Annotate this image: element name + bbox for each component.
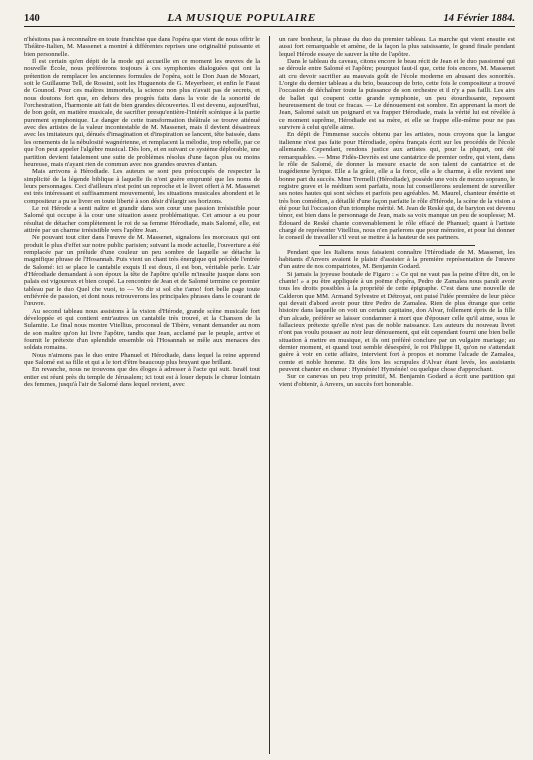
paragraph: Pendant que les Italiens nous faisaient connaître l'Hérodiade de M. Massenet, les habitants d'Anvers avaient le plaisir d'assister à la première représentation de l'œuvre d'un autre de nos compatriotes, M. Benjamin Godard. bbox=[279, 248, 515, 271]
paragraph: n'hésitons pas à reconnaître en toute franchise que dans l'opéra que vient de nous offrir le Théâtre-Italien, M. Massenet a montré à différentes reprises une originalité puissante et bien personnelle. bbox=[24, 36, 260, 58]
paragraph: Nous n'aimons pas le duo entre Phanuel et Hérodiade, dans lequel la reine apprend que Salomé est sa fille et qui a le tort d'être beaucoup plus bruyant que brillant. bbox=[24, 351, 260, 367]
paragraph: Au second tableau nous assistons à la vision d'Hérode, grande scène musicale fort développée et qui contient entr'autres un cantabile très trouvé, et la Chanson de la Sulamite. Le final nous montre Vitellius, proconsul de Tibère, venant demander au nom de son maître qu'on lui livre l'apôtre, tandis que Jean, acclamé par le peuple, arrive et fournit le prétexte d'un splendide ensemble où l'Hosannah se mêle aux menaces des soldats romains. bbox=[24, 307, 260, 352]
paragraph: Ne pouvant tout citer dans l'œuvre de M. Massenet, signalons les morceaux qui ont produit le plus d'effet sur notre public parisien; suivant la mode actuelle, l'ouverture a été remplacée par un prélude d'une couleur un peu sombre de laquelle se détache la magnifique phrase de l'Hosannah. Puis vient un chant très énergique qui précède l'entrée de Salomé: ici se place le cantabile exquis Il est doux, il est bon, véritable perle. L'air d'Hérodiade demandant à son époux la tête de l'apôtre qu'elle m'insulte jusque dans son palais est vigoureux et bien coupé. La rencontre de Jean et de Salomé termine ce premier tableau par le duo Quel che vuoi, to — Vo dir si sol che t'amo! fort belle page toute enfiévrée de passion, et dont nous retrouverons les principales phrases dans le courant de l'œuvre. bbox=[24, 234, 260, 308]
left-column bbox=[24, 36, 260, 754]
publication-title: LA MUSIQUE POPULAIRE bbox=[167, 12, 316, 24]
column-divider bbox=[269, 36, 270, 754]
text-columns bbox=[24, 36, 515, 754]
paragraph: Dans le tableau du caveau, citons encore le beau récit de Jean et le duo passionné qui se déroule entre Salomé et l'apôtre; pourquoi faut-il que, cette fois encore, M. Massenet ait cru devoir sacrifier au mauvais goût de l'école moderne en abusant des sonorités. L'orgie du dernier tableau a du brio, beaucoup de brio, cette fois le compositeur a trouvé l'occasion de déchaîner toute la puissance de son orchestre et il n'y a pas failli. Les airs de ballet qui coupent cette grande symphonie, un peu étourdissante, reposent heureusement de tout ce fracas. — Le dénouement est sombre. En apprenant la mort de Jean, Salomé saisit un poignard et va frapper Hérodiade, mais la vérité lui est révélée à ce moment suprême, Hérodiade est sa mère, et elle se frappe elle-même pour ne pas survivre à celui qu'elle aime. bbox=[279, 58, 515, 132]
paragraph: Si jamais la joyeuse boutade de Figaro : « Ce qui ne vaut pas la peine d'être dit, on le chante! » a pu être appliquée à un poëme d'opéra, Pedro de Zamalea nous paraît avoir tous les droits possibles à la propriété de cette épigraphe. C'est dans une nouvelle de Calderon que MM. Armand Sylvestre et Détroyat, ont puisé l'idée première de leur pièce qui devait d'abord avoir pour titre Pedro de Zamalea. Rien de plus étrange que cette histoire dans laquelle on voit un certain capitaine, don Alvar, follement épris de la fille d'un alcade, préférer se laisser condamner à mort que d'épouser celle qu'il aime, sous le fallacieux prétexte qu'elle n'est pas de noble naissance. Les auteurs du nouveau livret n'ont pas voulu pousser au noir leur dénouement, qui eût cependant fourni une bien belle situation à mettre en musique, et ils ont préféré conclure par un vulgaire mariage; au dernier moment, et quand tout semble désespéré, le roi Philippe II, qu'on ne s'attendait guère à voir en cette affaire, intervient fort à propos et nomme l'alcade de Zamalea, comte et noble homme. Et dès lors les scrupules d'Alvar étant levés, les assistants peuvent chanter en chœur : Hyménée! Hyménée! ou quelque chose d'approchant. bbox=[279, 270, 515, 374]
issue-date: 14 Février 1884. bbox=[443, 13, 515, 24]
paragraph: Sur ce canevas un peu trop primitif, M. Benjamin Godard a écrit une partition qui vient d'obtenir, à Anvers, un succès fort honorable. bbox=[279, 373, 515, 388]
right-column bbox=[279, 36, 515, 754]
section-rule bbox=[319, 245, 475, 246]
paragraph: Le roi Hérode a senti naître et grandir dans son cœur une passion irrésistible pour Salomé qui occupe à la cour une situation assez problématique. Cet amour a eu pour résultat de détacher complètement le roi de sa femme Hérodiade, mais Salomé, elle, est attirée par un charme irrésistible vers l'apôtre Jean. bbox=[24, 204, 260, 234]
paragraph: Il est certain qu'en dépit de la mode qui accueille en ce moment les œuvres de la nouvelle École, nous préférerons toujours à ces symphonies dialoguées qui ont la prétention de remplacer les anciennes formules de l'opéra, soit le Don Juan de Mozart, soit le Guillaume Tell, de Rossini, soit les Huguenots de G. Meyerbeer, et enfin le Faust de Gounod. Pour ces maîtres immortels, la science non plus n'avait pas de secrets, et nous doutons fort que, en dehors des progrès faits dans la voie de la sonorité de l'orchestration, l'harmonie ait fait de bien grandes découvertes. Il est devenu, aujourd'hui, de bon goût, en matière musicale, de sacrifier presqu'entière-l'intérêt scénique à la partie purement symphonique. Le danger de cette transformation théâtrale se trouve atténué avec des artistes de la valeur incontestable de M. Massenet, mais il devient désastreux avec les imitateurs qui, dénués d'imagination et d'inspiration se lancent, tête baissée, dans les ornements de la nébulosité wagnérienne, et remplacent la mélodie, trop rebelle, par ce que l'on peut appeler l'algèbre musical. Dès lors, et en suivant ce système déplorable, une partition devient fatalement une suite de problèmes résolus d'une façon plus ou moins heureuse, mais n'ayant rien de commun avec nos grandes œuvres d'antan. bbox=[24, 58, 260, 168]
page-header bbox=[24, 12, 515, 27]
paragraph: En dépit de l'immense succès obtenu par les artistes, nous croyons que la langue italienne n'est pas faite pour Hérodiade, opéra français écrit sur les procédés de l'école allemande. Cependant, rendons justice aux artistes qui, pour la plupart, ont été remarquables. — Mme Fidès-Devriès est une cantatrice de premier ordre, qui vient, dans le rôle de Salomé, de donner la mesure exacte de son talent de cantatrice et de tragédienne lyrique. Elle a la grâce, elle a la force, elle a le charme, à elle revient une bonne part du succès. Mme Tremelli (Hérodiade), possède une voix de mezzo soprano, le registre grave et le médium sont parfaits, nous lui conseillerons seulement de surveiller ses notes hautes qui sont sèches et parfois peu agréables. M. Maurel, chanteur émérite et très bon comédien, a détaillé d'une façon parfaite le rôle d'Hérode, la scène de la vision a été pour lui l'occasion d'un triomphe mérité. M. Jean de Reské qui, de baryton est devenu ténor, est bien dans le personnage de Jean, mais sa voix manque un peu de souplesse; M. Édouard de Reské chante convenablement le rôle effacé de Phanuel; quant à l'artiste chargé de représenter Vitellius, nous n'en parlerons que pour mémoire, et pour lui donner le conseil de travailler s'il veut se mettre à la hauteur de ses partners. bbox=[279, 131, 515, 242]
paragraph: En revanche, nous ne trouvons que des éloges à adresser à l'acte qui suit. Israël tout entier est réuni près du temple de Jérusalem; ici tout est à louer depuis le chœur lointain des femmes, jusqu'à l'air de Salomé dans lequel revient, avec bbox=[24, 366, 260, 389]
paragraph: un rare bonheur, la phrase du duo du premier tableau. La marche qui vient ensuite est aussi fort remarquable et amène, de la façon la plus saisissante, le grand finale pendant lequel Hérode essaye de sauver la tête de l'apôtre. bbox=[279, 36, 515, 58]
paragraph: Mais arrivons à Hérodiade. Les auteurs se sont peu préoccupés de respecter la simplicité de la légende biblique à laquelle ils n'ont guère emprunté que les noms de leurs personnages. Ceci d'ailleurs n'est point un reproche et le livret offert à M. Massenet est très intéressant et suffisamment mouvementé, les situations musicales abondent et le compositeur a pu se livrer en toute liberté à son désir d'élargir ses horizons. bbox=[24, 168, 260, 205]
page-number: 140 bbox=[24, 13, 40, 24]
